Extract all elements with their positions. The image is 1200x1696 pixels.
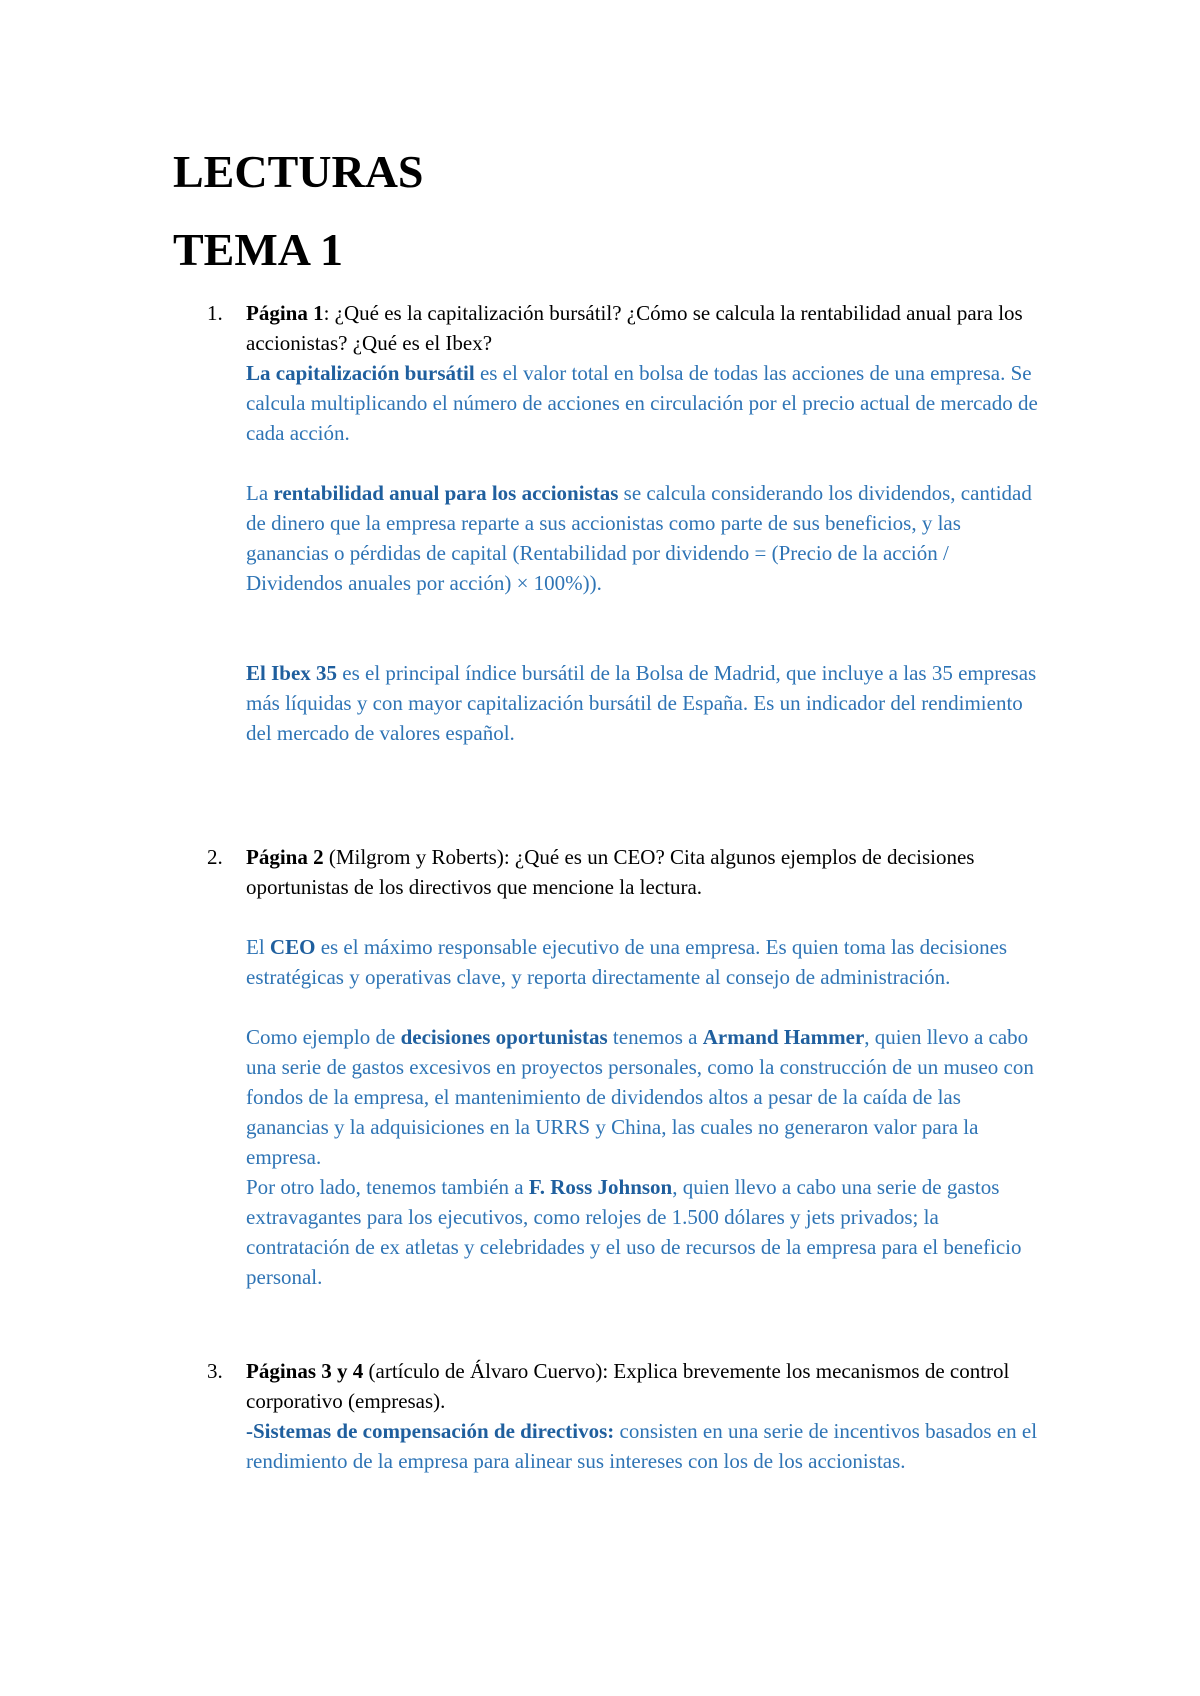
answer-2-sentence-1 — [246, 932, 1046, 992]
answer-text: Como ejemplo de — [246, 1025, 401, 1049]
answer-highlight: F. Ross Johnson — [528, 1175, 673, 1199]
answer-1-paragraph-1 — [246, 358, 1046, 448]
question-page-ref: Página 2 — [246, 845, 324, 869]
answer-text: , quien llevo a cabo una serie de gastos excesivos en proyectos personales, como la construcción de un museo con fondos de la empresa, el mantenimiento de dividendos altos a pesar de la caída de las ganancias y la adquisiciones en la URRS y China, las cuales no generaron valor para la empresa. — [246, 1025, 1034, 1169]
answer-highlight: La capitalización bursátil — [246, 361, 475, 385]
answer-text: El — [246, 935, 270, 959]
document-title: LECTURAS — [173, 146, 424, 197]
answer-highlight: Armand Hammer — [702, 1025, 865, 1049]
answer-highlight: -Sistemas de compensación de directivos: — [246, 1419, 615, 1443]
answer-text: Por otro lado, tenemos también a — [246, 1175, 529, 1199]
answer-1-paragraph-2 — [246, 478, 1046, 598]
answer-text: es el máximo responsable ejecutivo de una empresa. Es quien toma las decisiones estratégicas y operativas clave, y reporta directamente al consejo de administración. — [246, 935, 1008, 989]
question-2 — [246, 842, 1046, 902]
question-1 — [246, 298, 1046, 358]
answer-highlight: decisiones oportunistas — [400, 1025, 608, 1049]
answer-text: es el valor total en bolsa de todas las acciones de una empresa. Se calcula multiplicando el número de acciones en circulación por el precio actual de mercado de cada acción. — [246, 361, 1038, 445]
answer-text: , quien llevo a cabo una serie de gastos extravagantes para los ejecutivos, como relojes de 1.500 dólares y jets privados; la contratación de ex atletas y celebridades y el uso de recursos de la empresa para el beneficio personal. — [246, 1175, 1022, 1289]
answer-1-paragraph-3 — [246, 658, 1046, 748]
question-text: (artículo de Álvaro Cuervo): Explica brevemente los mecanismos de control corporativo (empresas). — [246, 1359, 1010, 1413]
answer-highlight: El Ibex 35 — [246, 661, 338, 685]
document-subtitle: TEMA 1 — [173, 224, 343, 275]
answer-3-paragraph-1 — [246, 1416, 1046, 1476]
question-text: : ¿Qué es la capitalización bursátil? ¿Cómo se calcula la rentabilidad anual para los accionistas? ¿Qué es el Ibex? — [246, 301, 1023, 355]
answer-text: se calcula considerando los dividendos, cantidad de dinero que la empresa reparte a sus accionistas como parte de sus beneficios, y las ganancias o pérdidas de capital (Rentabilidad por dividendo = (Precio de la acción / Dividendos anuales por acción) × 100%)). — [246, 481, 1032, 595]
answer-text: tenemos a — [607, 1025, 703, 1049]
question-page-ref: Páginas 3 y 4 — [246, 1359, 364, 1383]
answer-text: es el principal índice bursátil de la Bolsa de Madrid, que incluye a las 35 empresas más líquidas y con mayor capitalización bursátil de España. Es un indicador del rendimiento del mercado de valores español. — [246, 661, 1037, 745]
list-item-number: 2. — [207, 845, 223, 869]
answer-text: La — [246, 481, 274, 505]
question-text: (Milgrom y Roberts): ¿Qué es un CEO? Cita algunos ejemplos de decisiones oportunistas de los directivos que mencione la lectura. — [246, 845, 975, 899]
answer-2-sentence-2 — [246, 1022, 1046, 1172]
answer-highlight: rentabilidad anual para los accionistas — [273, 481, 619, 505]
answer-2-sentence-3 — [246, 1172, 1046, 1292]
question-3 — [246, 1356, 1046, 1416]
question-page-ref: Página 1 — [246, 301, 324, 325]
answer-text: consisten en una serie de incentivos basados en el rendimiento de la empresa para alinear sus intereses con los de los accionistas. — [246, 1419, 1038, 1473]
list-item-number: 1. — [207, 301, 223, 325]
answer-highlight: CEO — [269, 935, 316, 959]
list-item-number: 3. — [207, 1359, 223, 1383]
